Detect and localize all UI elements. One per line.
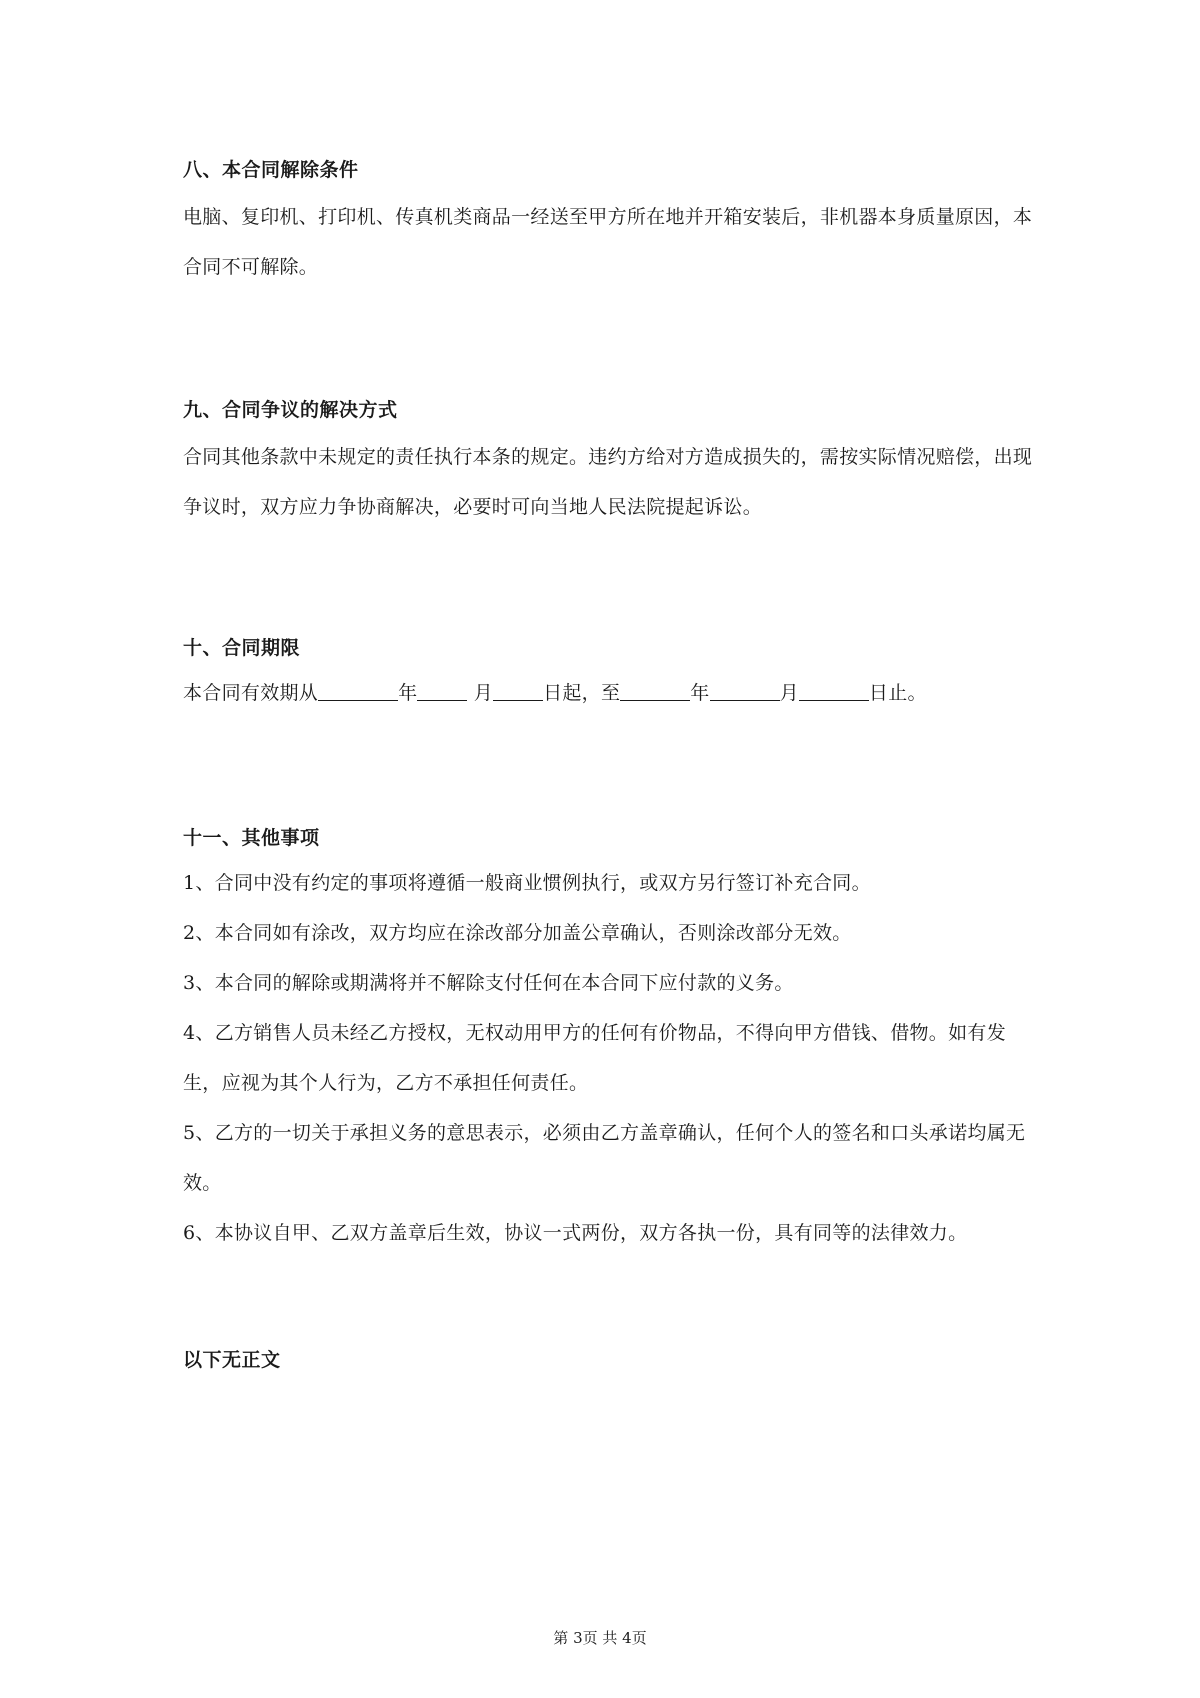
section-11-item-1: 1、合同中没有约定的事项将遵循一般商业惯例执行，或双方另行签订补充合同。	[183, 872, 871, 894]
section-11-item-2: 2、本合同如有涂改，双方均应在涂改部分加盖公章确认，否则涂改部分无效。	[183, 922, 852, 944]
section-11-item-4: 4、乙方销售人员未经乙方授权，无权动用甲方的任何有价物品，不得向甲方借钱、借物。如有发生，应视为其个人行为，乙方不承担任何责任。	[183, 1022, 1006, 1094]
start-day-blank[interactable]	[493, 680, 543, 701]
section-11-item-5: 5、乙方的一切关于承担义务的意思表示，必须由乙方盖章确认，任何个人的签名和口头承诺均属无效。	[183, 1122, 1026, 1194]
start-year-label: 年	[398, 682, 418, 704]
end-month-blank[interactable]	[710, 680, 780, 701]
start-day-label: 日起，至	[543, 682, 621, 704]
end-year-blank[interactable]	[620, 680, 690, 701]
start-year-blank[interactable]	[318, 680, 398, 701]
section-10-heading: 十、合同期限	[183, 637, 301, 659]
end-of-text: 以下无正文	[183, 1349, 281, 1371]
section-8-heading: 八、本合同解除条件	[183, 159, 359, 181]
end-month-label: 月	[779, 682, 799, 704]
start-month-blank[interactable]	[417, 680, 467, 701]
contract-period-line	[183, 668, 1033, 718]
end-day-label: 日止。	[868, 682, 927, 704]
page-number-footer: 第 3页 共 4页	[553, 1629, 647, 1647]
start-month-label: 月	[473, 682, 494, 704]
section-11-item-3: 3、本合同的解除或期满将并不解除支付任何在本合同下应付款的义务。	[183, 972, 794, 994]
section-11-heading: 十一、其他事项	[183, 827, 320, 849]
section-8-body: 电脑、复印机、打印机、传真机类商品一经送至甲方所在地并开箱安装后，非机器本身质量原因，本合同不可解除。	[183, 206, 1033, 278]
end-day-blank[interactable]	[799, 680, 869, 701]
section-9-body: 合同其他条款中未规定的责任执行本条的规定。违约方给对方造成损失的，需按实际情况赔偿，出现争议时，双方应力争协商解决，必要时可向当地人民法院提起诉讼。	[183, 446, 1033, 518]
period-prefix: 本合同有效期从	[183, 682, 319, 704]
section-11-item-6: 6、本协议自甲、乙双方盖章后生效，协议一式两份，双方各执一份，具有同等的法律效力。	[183, 1222, 968, 1244]
end-year-label: 年	[690, 682, 710, 704]
section-9-heading: 九、合同争议的解决方式	[183, 399, 398, 421]
